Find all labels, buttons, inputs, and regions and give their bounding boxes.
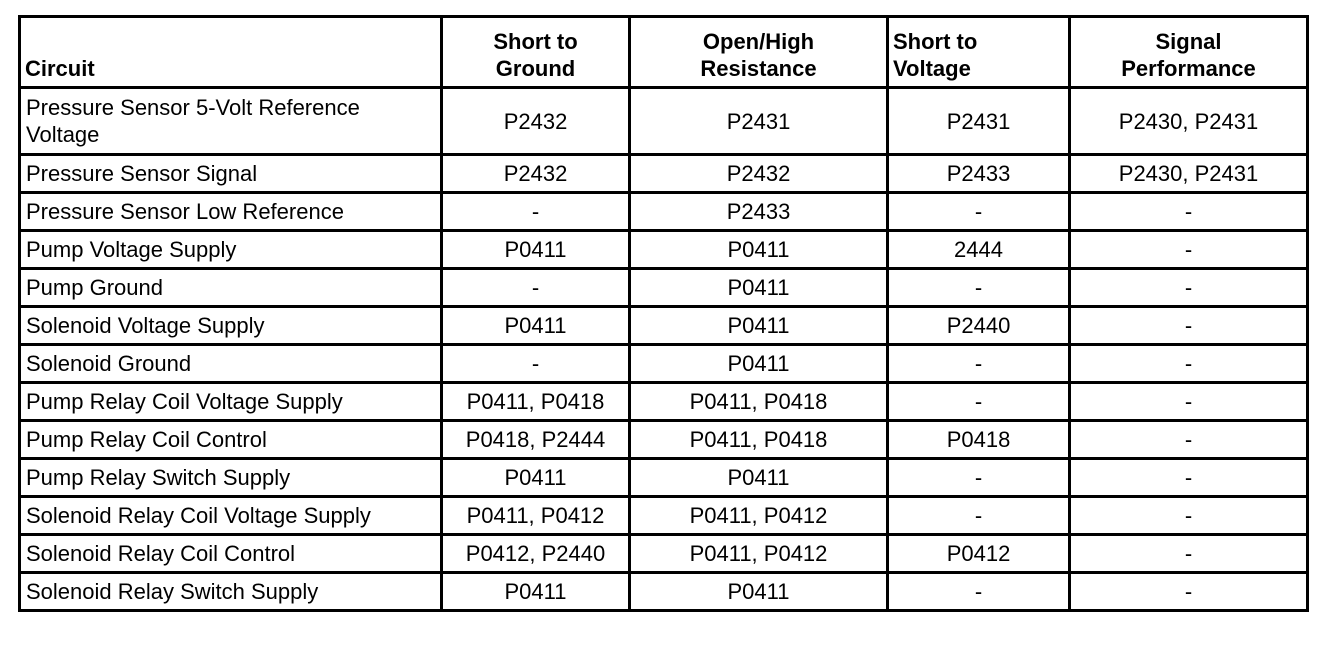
cell-signal-performance: - — [1070, 421, 1308, 459]
cell-signal-performance: - — [1070, 193, 1308, 231]
cell-short-to-voltage: - — [888, 573, 1070, 611]
cell-open-high-resistance: P0411, P0412 — [630, 497, 888, 535]
table-row — [20, 383, 1308, 421]
cell-circuit: Pump Relay Coil Voltage Supply — [20, 383, 442, 421]
cell-short-to-voltage: - — [888, 383, 1070, 421]
header-short-to-voltage-line1: Short to — [893, 29, 978, 54]
cell-short-to-voltage: - — [888, 497, 1070, 535]
cell-circuit: Pump Ground — [20, 269, 442, 307]
header-short-to-ground-line1: Short to — [493, 29, 578, 54]
table-row — [20, 459, 1308, 497]
header-short-to-ground — [442, 17, 630, 88]
cell-signal-performance: - — [1070, 231, 1308, 269]
cell-short-to-voltage: P2431 — [888, 88, 1070, 155]
cell-signal-performance: - — [1070, 307, 1308, 345]
cell-signal-performance: - — [1070, 573, 1308, 611]
cell-short-to-voltage: P2433 — [888, 155, 1070, 193]
cell-open-high-resistance: P0411, P0418 — [630, 383, 888, 421]
cell-open-high-resistance: P0411 — [630, 345, 888, 383]
cell-signal-performance: P2430, P2431 — [1070, 155, 1308, 193]
cell-short-to-voltage: - — [888, 269, 1070, 307]
cell-short-to-ground: P0411 — [442, 459, 630, 497]
cell-short-to-voltage: 2444 — [888, 231, 1070, 269]
cell-open-high-resistance: P0411 — [630, 307, 888, 345]
cell-circuit: Solenoid Voltage Supply — [20, 307, 442, 345]
cell-circuit: Solenoid Relay Switch Supply — [20, 573, 442, 611]
cell-short-to-voltage: - — [888, 345, 1070, 383]
cell-open-high-resistance: P0411 — [630, 459, 888, 497]
cell-short-to-ground: - — [442, 269, 630, 307]
header-short-to-voltage-line2: Voltage — [893, 56, 971, 81]
cell-signal-performance: - — [1070, 269, 1308, 307]
cell-circuit: Solenoid Ground — [20, 345, 442, 383]
table-row — [20, 535, 1308, 573]
table-row — [20, 155, 1308, 193]
cell-signal-performance: P2430, P2431 — [1070, 88, 1308, 155]
cell-open-high-resistance: P2432 — [630, 155, 888, 193]
table-row — [20, 193, 1308, 231]
header-open-high-resistance — [630, 17, 888, 88]
header-row — [20, 17, 1308, 88]
cell-short-to-voltage: P0412 — [888, 535, 1070, 573]
cell-short-to-ground: - — [442, 193, 630, 231]
table-row — [20, 497, 1308, 535]
cell-short-to-ground: P0411, P0418 — [442, 383, 630, 421]
cell-short-to-ground: P0411 — [442, 231, 630, 269]
cell-short-to-ground: P0412, P2440 — [442, 535, 630, 573]
cell-open-high-resistance: P2431 — [630, 88, 888, 155]
cell-short-to-ground: P0411, P0412 — [442, 497, 630, 535]
header-signal-performance-line2: Performance — [1121, 56, 1256, 81]
cell-circuit: Pump Relay Coil Control — [20, 421, 442, 459]
table-header — [20, 17, 1308, 88]
cell-signal-performance: - — [1070, 345, 1308, 383]
cell-circuit: Pressure Sensor 5-Volt Reference Voltage — [20, 88, 442, 155]
cell-signal-performance: - — [1070, 535, 1308, 573]
cell-short-to-voltage: P0418 — [888, 421, 1070, 459]
cell-signal-performance: - — [1070, 459, 1308, 497]
header-circuit — [20, 17, 442, 88]
cell-circuit: Pump Voltage Supply — [20, 231, 442, 269]
cell-open-high-resistance: P0411 — [630, 269, 888, 307]
cell-circuit: Solenoid Relay Coil Control — [20, 535, 442, 573]
cell-short-to-voltage: - — [888, 459, 1070, 497]
header-signal-performance-line1: Signal — [1155, 29, 1222, 54]
table-row — [20, 88, 1308, 155]
cell-circuit: Solenoid Relay Coil Voltage Supply — [20, 497, 442, 535]
cell-short-to-ground: P0411 — [442, 573, 630, 611]
cell-signal-performance: - — [1070, 383, 1308, 421]
table-row — [20, 573, 1308, 611]
cell-circuit: Pressure Sensor Low Reference — [20, 193, 442, 231]
cell-open-high-resistance: P0411, P0412 — [630, 535, 888, 573]
cell-open-high-resistance: P0411, P0418 — [630, 421, 888, 459]
cell-short-to-ground: P0418, P2444 — [442, 421, 630, 459]
table-body — [20, 88, 1308, 611]
cell-short-to-ground: - — [442, 345, 630, 383]
table-row — [20, 421, 1308, 459]
circuit-dtc-table — [18, 15, 1309, 612]
header-short-to-voltage — [888, 17, 1070, 88]
cell-circuit: Pressure Sensor Signal — [20, 155, 442, 193]
cell-short-to-ground: P0411 — [442, 307, 630, 345]
table-row — [20, 307, 1308, 345]
cell-signal-performance: - — [1070, 497, 1308, 535]
cell-short-to-voltage: - — [888, 193, 1070, 231]
header-short-to-ground-line2: Ground — [495, 56, 576, 81]
cell-open-high-resistance: P0411 — [630, 573, 888, 611]
table-row — [20, 269, 1308, 307]
cell-open-high-resistance: P2433 — [630, 193, 888, 231]
header-open-high-resistance-line1: Open/High — [702, 29, 815, 54]
header-open-high-resistance-line2: Resistance — [700, 56, 817, 81]
header-circuit-label: Circuit — [25, 56, 95, 81]
cell-short-to-ground: P2432 — [442, 155, 630, 193]
cell-short-to-ground: P2432 — [442, 88, 630, 155]
cell-open-high-resistance: P0411 — [630, 231, 888, 269]
cell-short-to-voltage: P2440 — [888, 307, 1070, 345]
cell-circuit: Pump Relay Switch Supply — [20, 459, 442, 497]
table-row — [20, 231, 1308, 269]
header-signal-performance — [1070, 17, 1308, 88]
table-row — [20, 345, 1308, 383]
